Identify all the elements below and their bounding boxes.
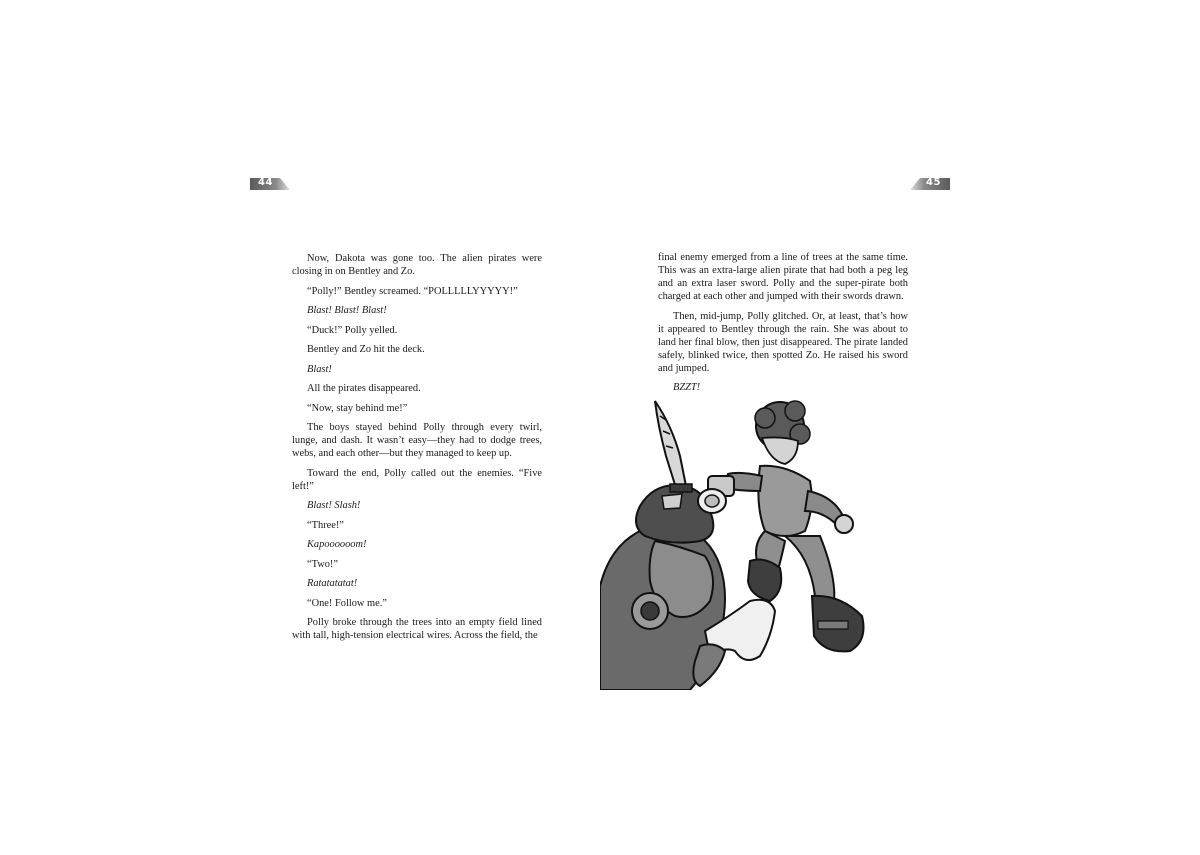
paragraph: The boys stayed behind Polly through every twirl, lunge, and dash. It wasn’t easy—they had to dodge trees, webs, and each other—but they managed to keep up. — [292, 422, 542, 459]
paragraph: Toward the end, Polly called out the enemies. “Five left!” — [292, 467, 542, 492]
paragraph: Now, Dakota was gone too. The alien pirates were closing in on Bentley and Zo. — [292, 253, 542, 277]
paragraph: Blast! Blast! Blast! — [307, 305, 387, 316]
paragraph: “One! Follow me.” — [307, 597, 387, 609]
paragraph: BZZT! — [673, 382, 701, 393]
paragraph: final enemy emerged from a line of trees at the same time. This was an extra-large alien pirate that had both a peg leg and an extra laser sword. Polly and the super-pirate both charged at each other and jumped with their swords drawn. — [658, 252, 908, 302]
paragraph: “Two!” — [307, 558, 339, 570]
paragraph: Bentley and Zo hit the deck. — [307, 344, 425, 355]
paragraph: Blast! Slash! — [307, 500, 361, 511]
page-number-tab-right — [910, 178, 950, 190]
page-number: 45 — [926, 177, 941, 188]
page-number: 44 — [258, 177, 273, 188]
page-number-tab-left — [250, 178, 290, 190]
pirate-and-polly-illustration — [600, 396, 870, 690]
paragraph: Kapoooooom! — [307, 539, 367, 550]
paragraph: Ratatatatat! — [307, 578, 358, 589]
paragraph: Polly broke through the trees into an empty field lined with tall, high-tension electrical wires. Across the field, the — [292, 617, 542, 641]
paragraph: All the pirates disappeared. — [307, 383, 421, 394]
paragraph: “Three!” — [307, 519, 344, 531]
left-page-text — [292, 252, 542, 649]
paragraph: Blast! — [307, 363, 332, 375]
paragraph: “Polly!” Bentley screamed. “POLLLLLYYYYY!” — [307, 285, 518, 297]
paragraph: “Now, stay behind me!” — [307, 402, 408, 414]
paragraph: “Duck!” Polly yelled. — [307, 324, 398, 336]
right-page-text — [658, 251, 908, 401]
paragraph: Then, mid-jump, Polly glitched. Or, at least, that’s how it appeared to Bentley through the rain. She was about to land her final blow, then just disappeared. The pirate landed safely, blinked twice, then spotted Zo. He raised his sword and jumped. — [658, 310, 908, 374]
